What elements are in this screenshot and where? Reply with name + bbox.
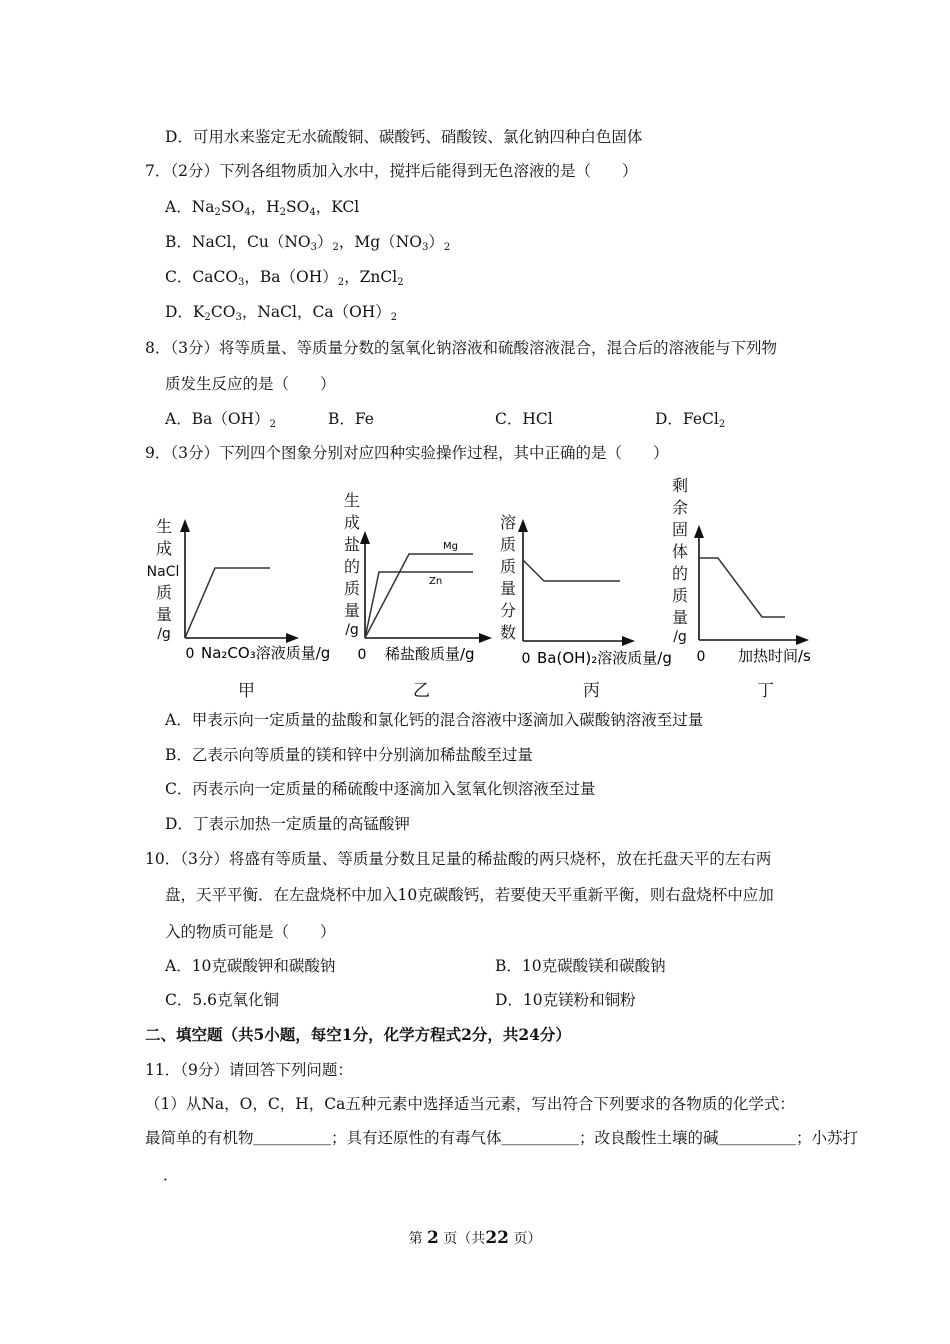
chart-ding [668,474,828,670]
chart-bing-curve [523,560,620,581]
question-7-option-d: D．$K_2CO_3$，NaCl，$Ca(OH)_2$ [165,303,398,323]
chart-yi-x-arrow [479,633,492,643]
chart-ding-y-arrow [694,525,704,538]
question-10-option-c: C．5.6克氧化铜 [165,991,280,1009]
chart-jia-origin: 0 [185,646,195,662]
chart-bing-origin: 0 [521,651,531,667]
chart-yi-ylabel-4: 的 [343,557,361,576]
question-7-option-c: C．CaCO$_3$，$Ba(OH)_2$，ZnCl$_2$ [165,268,404,288]
chart-ding-ylabel-5: 的 [671,564,689,583]
chart-ding-x-arrow [796,635,809,645]
question-9-option-b: B．乙表示向等质量的镁和锌中分别滴加稀盐酸至过量 [165,746,533,764]
chart-ding-ylabel-4: 体 [671,542,689,561]
chart-jia-ylabel-5: 量 [155,605,173,624]
chart-jia-ylabel-6: /g [157,626,171,642]
chart-ding-origin: 0 [696,649,706,665]
chart-yi-legend-mg: Mg [443,541,458,552]
chart-yi-series-zn [365,572,473,638]
question-9-option-a: A．甲表示向一定质量的盐酸和氯化钙的混合溶液中逐滴加入碳酸钠溶液至过量 [165,711,704,729]
chart-yi-y-arrow [360,531,370,544]
question-7-stem: 7．（2分）下列各组物质加入水中，搅拌后能得到无色溶液的是（ ） [145,162,638,180]
chart-yi [335,488,495,670]
chart-jia-caption: 甲 [238,681,255,701]
chart-bing-ylabel-1: 溶 [499,513,517,532]
chart-ding-ylabel-8: /g [673,629,687,645]
page-number: 2 [427,1228,439,1248]
chart-yi-ylabel-6: 量 [343,601,361,620]
question-10-stem-line2: 盘，天平平衡．在左盘烧杯中加入10克碳酸钙，若要使天平重新平衡，则右盘烧杯中应加 [165,886,774,904]
question-8-option-a: A．$Ba(OH)_2$ [165,410,276,430]
question-8-option-c: C．HCl [495,410,553,428]
chart-bing-ylabel-4: 量 [499,579,517,598]
question-11-stem: 11．（9分）请回答下列问题： [145,1061,353,1079]
chart-ding-xlabel: 加热时间/s [738,647,811,665]
question-11-blanks-line: 最简单的有机物＿＿＿＿＿；具有还原性的有毒气体＿＿＿＿＿；改良酸性土壤的碱＿＿＿＿＿；小苏打 [145,1129,859,1147]
question-10-option-b: B．10克碳酸镁和碳酸钠 [495,957,666,975]
chart-bing-caption: 丙 [583,681,600,701]
chart-ding-ylabel-6: 质 [671,586,689,605]
chart-bing-xlabel: Ba(OH)₂溶液质量/g [537,649,672,667]
chart-jia-ylabel-1: 生 [155,517,173,536]
chart-jia-ylabel-4: 质 [155,583,173,602]
chart-yi-caption: 乙 [413,681,430,701]
chart-yi-ylabel-2: 成 [343,513,361,532]
question-9-stem: 9．（3分）下列四个图象分别对应四种实验操作过程，其中正确的是（ ） [145,444,669,462]
page-footer: 第 2 页（共22 页） [408,1228,542,1248]
chart-yi-xlabel: 稀盐酸质量/g [385,645,475,663]
chart-bing-ylabel-6: 数 [499,623,517,642]
chart-bing-ylabel-5: 分 [499,601,517,620]
chart-jia-ylabel-2: 成 [155,539,173,558]
chart-ding-ylabel-2: 余 [671,498,689,517]
chart-bing-y-arrow [518,519,528,532]
question-11-blanks-tail: ． [163,1166,179,1184]
question-6-option-d: D．可用水来鉴定无水硫酸铜、碳酸钙、硝酸铵、氯化钠四种白色固体 [165,128,643,146]
chart-yi-ylabel-3: 盐 [343,535,361,554]
chart-yi-origin: 0 [357,647,367,663]
chart-jia-xlabel: Na₂CO₃溶液质量/g [201,644,331,662]
chart-yi-ylabel-5: 质 [343,579,361,598]
chart-ding-curve [699,558,785,617]
question-11-part-1: （1）从Na，O，C，H，Ca五种元素中选择适当元素，写出符合下列要求的各物质的化学式： [145,1095,795,1113]
chart-ding-ylabel-1: 剩 [671,476,689,495]
chart-bing-ylabel-2: 质 [499,535,517,554]
question-8-stem-line2: 质发生反应的是（ ） [165,375,336,393]
chart-bing-x-arrow [622,636,635,646]
chart-ding-caption: 丁 [757,681,774,701]
question-7-option-a: A．$Na_2SO_4$，$H_2SO_4$，KCl [165,198,360,218]
chart-jia-ylabel-3: NaCl [146,564,180,580]
question-7-option-b: B．NaCl，$Cu(NO_3)_2$，$Mg(NO_3)_2$ [165,233,451,253]
question-8-option-b: B．Fe [328,410,374,428]
question-10-option-d: D．10克镁粉和铜粉 [495,991,636,1009]
chart-jia-curve [185,568,270,638]
question-10-stem-line1: 10．（3分）将盛有等质量、等质量分数且足量的稀盐酸的两只烧杯，放在托盘天平的左右两 [145,850,772,868]
chart-yi-ylabel-7: /g [345,622,359,638]
question-8-stem-line1: 8．（3分）将等质量、等质量分数的氢氧化钠溶液和硫酸溶液混合，混合后的溶液能与下列物 [145,339,777,357]
section-2-heading: 二、填空题（共5小题，每空1分，化学方程式2分，共24分） [145,1025,571,1044]
chart-yi-ylabel-1: 生 [343,491,361,510]
chart-ding-ylabel-7: 量 [671,608,689,627]
chart-bing [496,510,689,670]
chart-jia [140,510,345,670]
chart-ding-ylabel-3: 固 [671,520,689,539]
chart-bing-ylabel-3: 质 [499,557,517,576]
page-total: 22 [485,1228,509,1248]
chart-jia-x-arrow [286,633,299,643]
chart-yi-series-mg [365,554,473,638]
question-9-option-d: D．丁表示加热一定质量的高锰酸钾 [165,815,410,833]
chart-jia-y-arrow [180,519,190,532]
chart-yi-legend-zn: Zn [429,576,443,587]
question-10-option-a: A．10克碳酸钾和碳酸钠 [165,957,336,975]
question-10-stem-line3: 入的物质可能是（ ） [165,923,336,941]
question-8-option-d: D．FeCl$_2$ [655,410,726,430]
question-9-option-c: C．丙表示向一定质量的稀硫酸中逐滴加入氢氧化钡溶液至过量 [165,780,596,798]
